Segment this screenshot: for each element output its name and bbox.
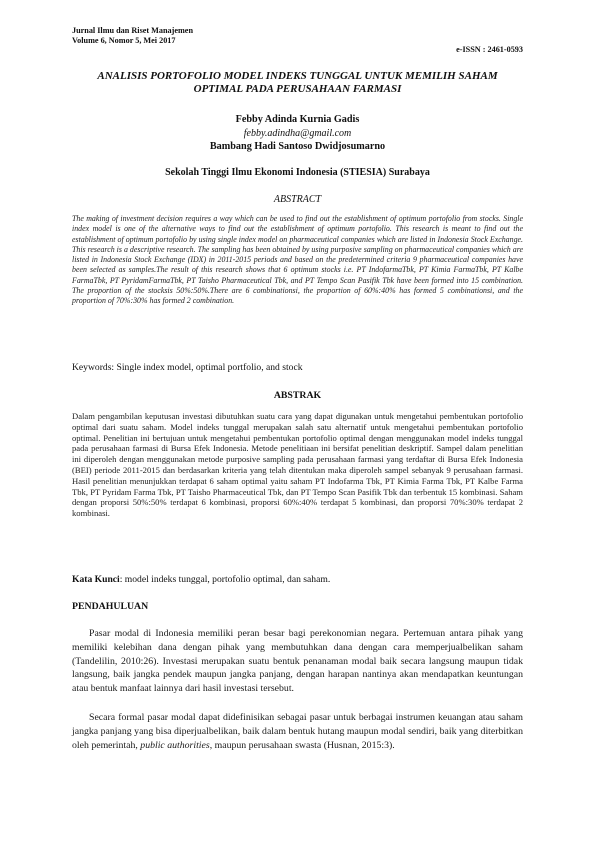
- issn-label: e-ISSN : 2461-0593: [456, 45, 523, 54]
- author-primary: Febby Adinda Kurnia Gadis: [235, 114, 360, 125]
- institution: Sekolah Tinggi Ilmu Ekonomi Indonesia (STIESIA) Surabaya: [165, 167, 430, 178]
- kata-kunci-label: Kata Kunci: [72, 574, 120, 585]
- keywords-label: Keywords:: [72, 362, 115, 373]
- keywords-line: [72, 362, 523, 373]
- intro-p2-italic: public authorities: [140, 739, 210, 751]
- journal-name: Jurnal Ilmu dan Riset Manajemen: [72, 26, 193, 35]
- intro-paragraph-1: Pasar modal di Indonesia memiliki peran besar bagi perekonomian negara. Pertemuan antara pihak yang memiliki kelebihan dana dengan pihak yang membutuhkan dana dengan cara memperjualbelikan saham (Tandelilin, 2010:26). Investasi merupakan suatu bentuk penanaman modal baik secara langsung maupun tidak langsung, baik jangka pendek maupun jangka panjang, dengan harapan nantinya akan mendapatkan keuntungan atau bentuk manfaat lainnya dari hasil investasi tersebut.: [72, 628, 523, 695]
- keywords-values: Single index model, optimal portfolio, and stock: [116, 362, 303, 373]
- journal-header: [72, 26, 193, 46]
- intro-paragraph-2: [72, 711, 523, 752]
- kata-kunci-line: [72, 574, 523, 585]
- intro-p2-part2: , maupun perusahaan swasta (Husnan, 2015:3).: [209, 739, 395, 751]
- abstract-english-text: The making of investment decision requires a way which can be used to find out the establishment of optimum portofolio from stocks. Single index model is one of the alternative ways to find out the establishment of optimum portofolio. This research is meant to find out the establishment of optimum portofolio by using single index model on pharmaceutical companies which are listed in Indonesia Stock Exchange. This research is a descriptive research. The sampling has been obtained by using purposive sampling on pharmaceutical companies which are listed in Indonesia Stock Exchange (IDX) in 2011-2015 periods and based on the predetermined criteria 9 pharmaceutical companies have been selected as samples.The result of this research shows that 6 optimum stocks i.e. PT IndofarmaTbk, PT Kimia FarmaTbk, PT Kalbe FarmaTbk, PT PyridamFarmaTbk, PT Taisho Pharmaceutical Tbk, and PT Tempo Scan Pasifik Tbk have been formed into 15 combination. The proportion of the stocksis 50%:50%.There are 6 combinationsi, the proportion of 60%:40% has formed 5 combinationsi, and the proportion of 70%:30% has formed 2 combination.: [72, 214, 523, 306]
- abstrak-text: Dalam pengambilan keputusan investasi dibutuhkan suatu cara yang dapat digunakan untuk mengetahui pembentukan portofolio optimal dari suatu saham. Model indeks tunggal merupakan salah satu alternatif untuk mengetahui pembentukan portofolio optimal. Penelitian ini bertujuan untuk mengetahui pembentukan portofolio optimal dengan menggunakan model indeks tunggal pada perusahaan farmasi di Bursa Efek Indonesia. Metode penelitiaan ini bersifat penelitian deskriptif. Sampel dalam penelitian ini diperoleh dengan menggunakan metode purposive sampling pada perusahaan farmasi yang terdaftar di Bursa Efek Indonesia (BEI) periode 2011-2015 dan berdasarkan kriteria yang telah ditentukan maka diperoleh sampel sebanyak 9 perusahaan farmasi. Hasil penelitian menunjukkan terdapat 6 saham optimal yaitu saham PT Indofarma Tbk, PT Kimia Farma Tbk, PT Kalbe Farma Tbk, PT Pyridam Farma Tbk, PT Taisho Pharmaceutical Tbk, dan PT Tempo Scan Pasifik Tbk dan terbentuk 15 kombinasi. Saham dengan proporsi 50%:50% terdapat 6 kombinasi, proporsi 60%:40% terdapat 5 kombinasi, dan proporsi 70%:30% terdapat 2 kombinasi.: [72, 411, 523, 519]
- abstrak-heading: ABSTRAK: [273, 390, 322, 401]
- abstract-heading: ABSTRACT: [273, 194, 322, 205]
- section-heading-pendahuluan: PENDAHULUAN: [72, 601, 149, 612]
- journal-volume: Volume 6, Nomor 5, Mei 2017: [72, 36, 176, 45]
- intro-p2-part1: Secara formal pasar modal dapat didefinisikan sebagai pasar untuk berbagai instrumen keuangan atau saham jangka panjang yang bisa diperjualbelikan, baik dalam bentuk hutang maupun modal sendiri, baik yang diterbitkan oleh pemerintah,: [72, 712, 523, 751]
- author-email[interactable]: febby.adindha@gmail.com: [243, 128, 352, 139]
- kata-kunci-values: : model indeks tunggal, portofolio optimal, dan saham.: [119, 574, 331, 585]
- paper-title: ANALISIS PORTOFOLIO MODEL INDEKS TUNGGAL UNTUK MEMILIH SAHAM OPTIMAL PADA PERUSAHAAN FARMASI: [97, 70, 498, 95]
- author-secondary: Bambang Hadi Santoso Dwidjosumarno: [209, 141, 386, 152]
